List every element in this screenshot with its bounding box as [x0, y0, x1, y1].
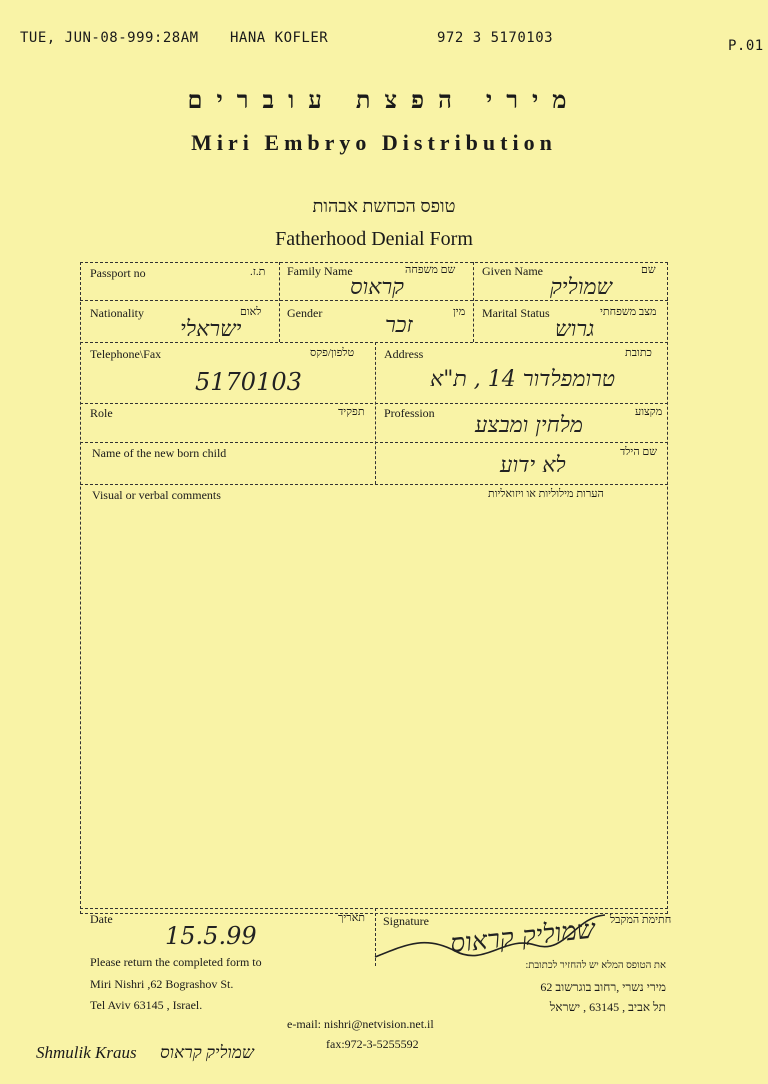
company-name-hebrew: מירי הפצת עוברים — [187, 88, 581, 114]
col-divider — [279, 262, 280, 342]
date-value: 15.5.99 — [165, 922, 257, 950]
given-name-value: שמוליק — [550, 275, 613, 300]
company-name-english: Miri Embryo Distribution — [191, 130, 557, 155]
nationality-label: Nationality — [90, 306, 144, 320]
nationality-label-he: לאום — [240, 306, 262, 318]
row-divider — [80, 484, 668, 485]
fax-date: TUE, JUN-08-99 — [20, 30, 146, 46]
child-name-value: לא ידוע — [500, 453, 566, 478]
row-divider — [80, 300, 668, 301]
return-line1-en: Please return the completed form to — [90, 955, 262, 969]
fax-page: P.01 — [728, 38, 764, 54]
row-divider — [80, 342, 668, 343]
footer-signature-hebrew: שמוליק קראוס — [160, 1043, 254, 1062]
passport-label: Passport no — [90, 266, 146, 280]
col-divider — [375, 342, 376, 484]
return-line3-en: Tel Aviv 63145 , Israel. — [90, 998, 203, 1012]
given-name-label: Given Name — [482, 264, 543, 278]
return-line2-en: Miri Nishri ,62 Bograshov St. — [90, 977, 234, 991]
telephone-value: 5170103 — [195, 368, 302, 396]
date-label: Date — [90, 912, 113, 926]
gender-label-he: מין — [453, 306, 466, 318]
row-divider — [80, 403, 668, 404]
marital-status-label-he: מצב משפחתי — [600, 306, 657, 318]
row-divider — [80, 442, 668, 443]
col-divider — [473, 262, 474, 342]
family-name-label: Family Name — [287, 264, 353, 278]
fax-number: 972 3 5170103 — [437, 30, 554, 46]
fax-time: 9:28AM — [145, 30, 199, 46]
profession-label: Profession — [384, 406, 435, 420]
address-label: Address — [384, 347, 424, 361]
form-frame — [80, 262, 668, 914]
form-title-english: Fatherhood Denial Form — [275, 228, 473, 250]
child-name-label-he: שם הילד — [620, 446, 658, 458]
return-email: e-mail: nishri@netvision.net.il — [287, 1017, 434, 1031]
address-value: טרומפלדור 14 , ת"א — [430, 367, 616, 392]
role-label-he: תפקיד — [338, 406, 365, 418]
profession-label-he: מקצוע — [635, 406, 663, 418]
gender-value: זכר — [385, 313, 413, 338]
family-name-label-he: שם משפחה — [405, 264, 456, 276]
comments-label: Visual or verbal comments — [92, 488, 221, 502]
role-label: Role — [90, 406, 113, 420]
signature-value: שמוליק קראוס — [448, 914, 597, 960]
signature-scribble — [365, 905, 635, 965]
form-title-hebrew: טופס הכחשת אבהות — [312, 196, 456, 216]
signature-label: Signature — [383, 914, 429, 928]
marital-status-label: Marital Status — [482, 306, 550, 320]
child-name-label: Name of the new born child — [92, 446, 227, 460]
gender-label: Gender — [287, 306, 323, 320]
profession-value: מלחין ומבצע — [475, 413, 583, 438]
comments-label-he: הערות מילוליות או ויזואליות — [488, 488, 604, 500]
date-label-he: תאריך — [338, 912, 366, 924]
return-fax: fax:972-3-5255592 — [326, 1037, 419, 1051]
fax-sender: HANA KOFLER — [230, 30, 329, 46]
nationality-value: ישראלי — [180, 317, 242, 342]
return-line3-he: תל אביב , 63145 , ישראל — [549, 1000, 666, 1014]
family-name-value: קראוס — [350, 275, 404, 300]
return-line1-he: את הטופס המלא יש להחזיר לכתובת: — [525, 960, 666, 971]
marital-status-value: גרוש — [555, 317, 595, 342]
telephone-label-he: טלפון/פקס — [310, 347, 355, 359]
footer-signature-english: Shmulik Kraus — [36, 1043, 137, 1062]
signature-label-he: חתימת המקבל — [610, 914, 672, 926]
passport-label-he: ת.ז. — [250, 266, 266, 278]
return-line2-he: מירי נשרי ,רחוב בוגרשוב 62 — [540, 980, 666, 994]
given-name-label-he: שם — [641, 264, 656, 276]
telephone-label: Telephone\Fax — [90, 347, 162, 361]
address-label-he: כתובת — [625, 347, 652, 359]
